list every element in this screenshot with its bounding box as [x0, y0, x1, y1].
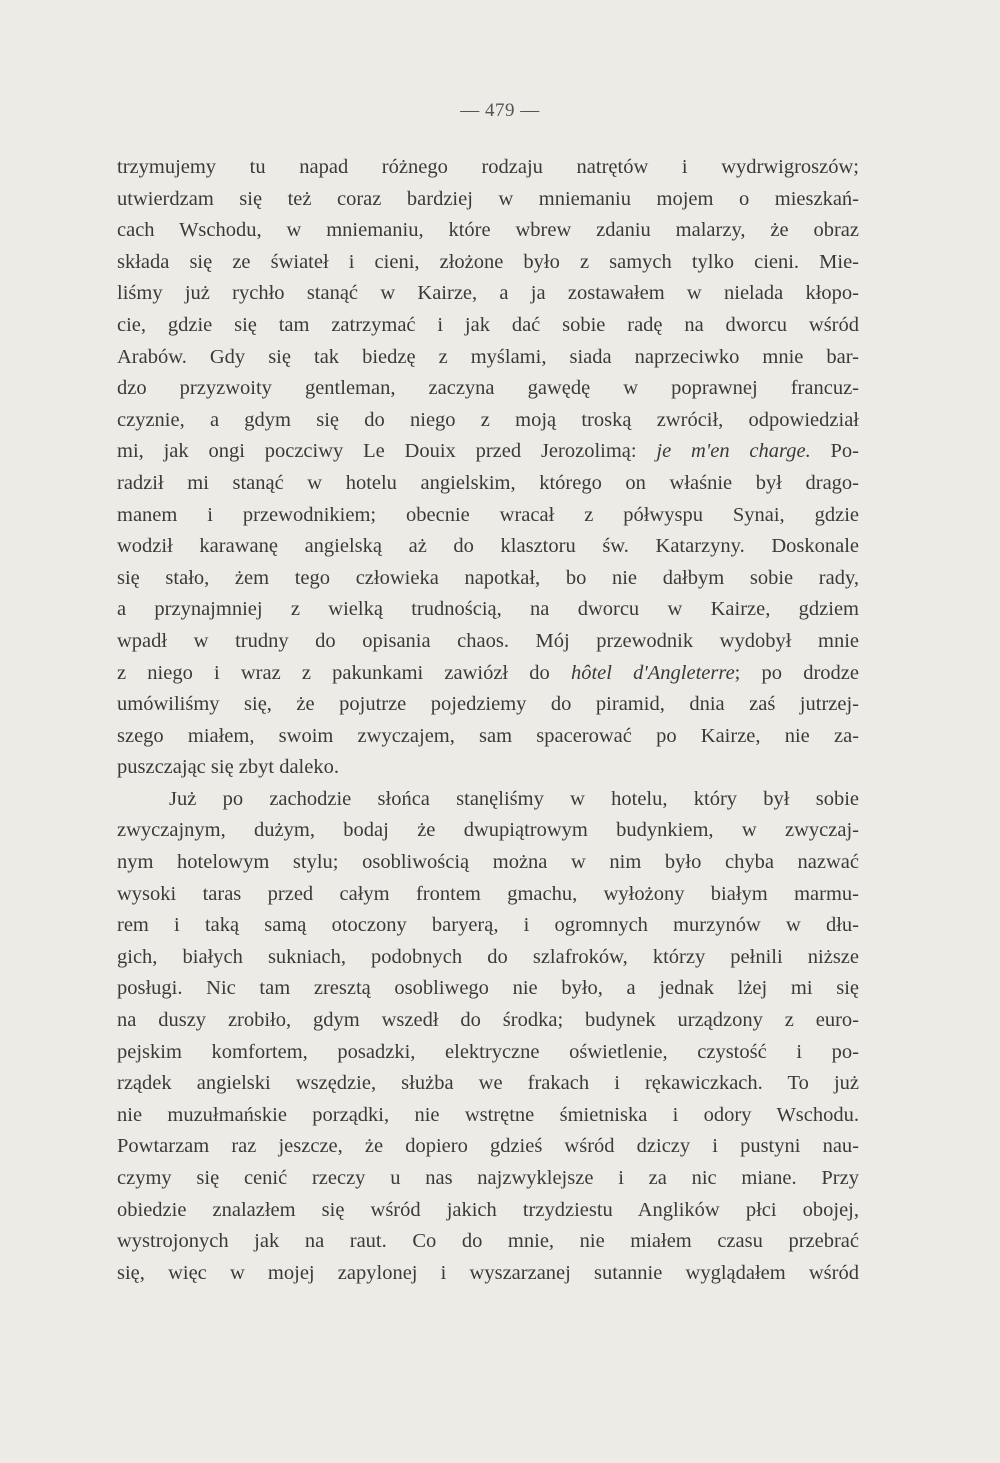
text-line: gich, białych sukniach, podobnych do szlafroków, którzy pełnili niższe — [117, 945, 859, 968]
text-line — [117, 658, 859, 690]
text-line: dzo przyzwoity gentleman, zaczyna gawędę w poprawnej francuz- — [117, 377, 859, 400]
text-line: radził mi stanąć w hotelu angielskim, którego on właśnie był drago- — [117, 471, 859, 494]
text-line: umówiliśmy się, że pojutrze pojedziemy do piramid, dnia zaś jutrzej- — [117, 693, 859, 716]
text-line: a przynajmniej z wielką trudnością, na dworcu w Kairze, gdziem — [117, 598, 859, 621]
text-segment: Po- — [810, 440, 860, 463]
text-line: zwyczajnym, dużym, bodaj że dwupiątrowym budynkiem, w zwyczaj- — [117, 819, 859, 842]
text-line: wodził karawanę angielską aż do klasztoru św. Katarzyny. Doskonale — [117, 535, 859, 558]
text-line: Arabów. Gdy się tak biedzę z myślami, siada naprzeciwko mnie bar- — [117, 345, 859, 368]
text-line: szego miałem, swoim zwyczajem, sam spacerować po Kairze, nie za- — [117, 724, 859, 747]
text-line: nym hotelowym stylu; osobliwością można w nim było chyba nazwać — [117, 851, 859, 874]
text-line: puszczając się zbyt daleko. — [117, 756, 339, 779]
text-segment: mi, jak ongi poczciwy Le Douix przed Jerozolimą: — [117, 440, 657, 463]
text-line: czymy się cenić rzeczy u nas najzwyklejsze i za nic miane. Przy — [117, 1167, 859, 1189]
text-line — [117, 436, 859, 468]
text-segment: ; po drodze — [734, 661, 859, 684]
text-line: liśmy już rychło stanąć w Kairze, a ja zostawałem w nielada kłopo- — [117, 282, 859, 305]
text-line: cach Wschodu, w mniemaniu, które wbrew zdaniu malarzy, że obraz — [117, 219, 859, 242]
text-line: składa się ze świateł i cieni, złożone było z samych tylko cieni. Mie- — [117, 250, 859, 273]
italic-phrase: hôtel d'Angleterre — [570, 661, 735, 684]
text-line: trzymujemy tu napad różnego rodzaju natrętów i wydrwigroszów; — [117, 156, 859, 178]
text-line: się stało, żem tego człowieka napotkał, bo nie dałbym sobie rady, — [117, 566, 859, 589]
text-line: wpadł w trudny do opisania chaos. Mój przewodnik wydobył mnie — [117, 629, 859, 652]
text-line: Już po zachodzie słońca stanęliśmy w hotelu, który był sobie — [169, 787, 859, 810]
text-line: czyznie, a gdym się do niego z moją troską zwrócił, odpowiedział — [117, 408, 859, 431]
text-line: manem i przewodnikiem; obecnie wracał z półwyspu Synai, gdzie — [117, 503, 859, 526]
text-line: się, więc w mojej zapylonej i wyszarzanej sutannie wyglądałem wśród — [117, 1261, 859, 1284]
text-line: rządek angielski wszędzie, służba we frakach i rękawiczkach. To już — [117, 1072, 859, 1095]
page-number: — 479 — — [460, 100, 540, 121]
text-line: posługi. Nic tam zresztą osobliwego nie było, a jednak lżej mi się — [117, 977, 859, 1000]
text-line: pejskim komfortem, posadzki, elektryczne oświetlenie, czystość i po- — [117, 1040, 859, 1063]
text-line: wystrojonych jak na raut. Co do mnie, nie miałem czasu przebrać — [117, 1230, 859, 1253]
text-line: obiedzie znalazłem się wśród jakich trzydziestu Anglików płci obojej, — [117, 1198, 859, 1221]
text-line: nie muzułmańskie porządki, nie wstrętne śmietniska i odory Wschodu. — [117, 1103, 859, 1126]
italic-phrase: je m'en charge. — [656, 440, 811, 463]
text-line: utwierdzam się też coraz bardziej w mniemaniu mojem o mieszkań- — [117, 187, 859, 210]
body-text — [117, 152, 859, 1289]
text-line: Powtarzam raz jeszcze, że dopiero gdzieś wśród dziczy i pustyni nau- — [117, 1135, 859, 1158]
text-line: cie, gdzie się tam zatrzymać i jak dać sobie radę na dworcu wśród — [117, 313, 859, 336]
text-line: wysoki taras przed całym frontem gmachu, wyłożony białym marmu- — [117, 882, 859, 905]
text-segment: z niego i wraz z pakunkami zawiózł do — [117, 661, 571, 684]
text-line: na duszy zrobiło, gdym wszedł do środka; budynek urządzony z euro- — [117, 1009, 859, 1032]
text-line: rem i taką samą otoczony baryerą, i ogromnych murzynów w dłu- — [117, 914, 859, 937]
